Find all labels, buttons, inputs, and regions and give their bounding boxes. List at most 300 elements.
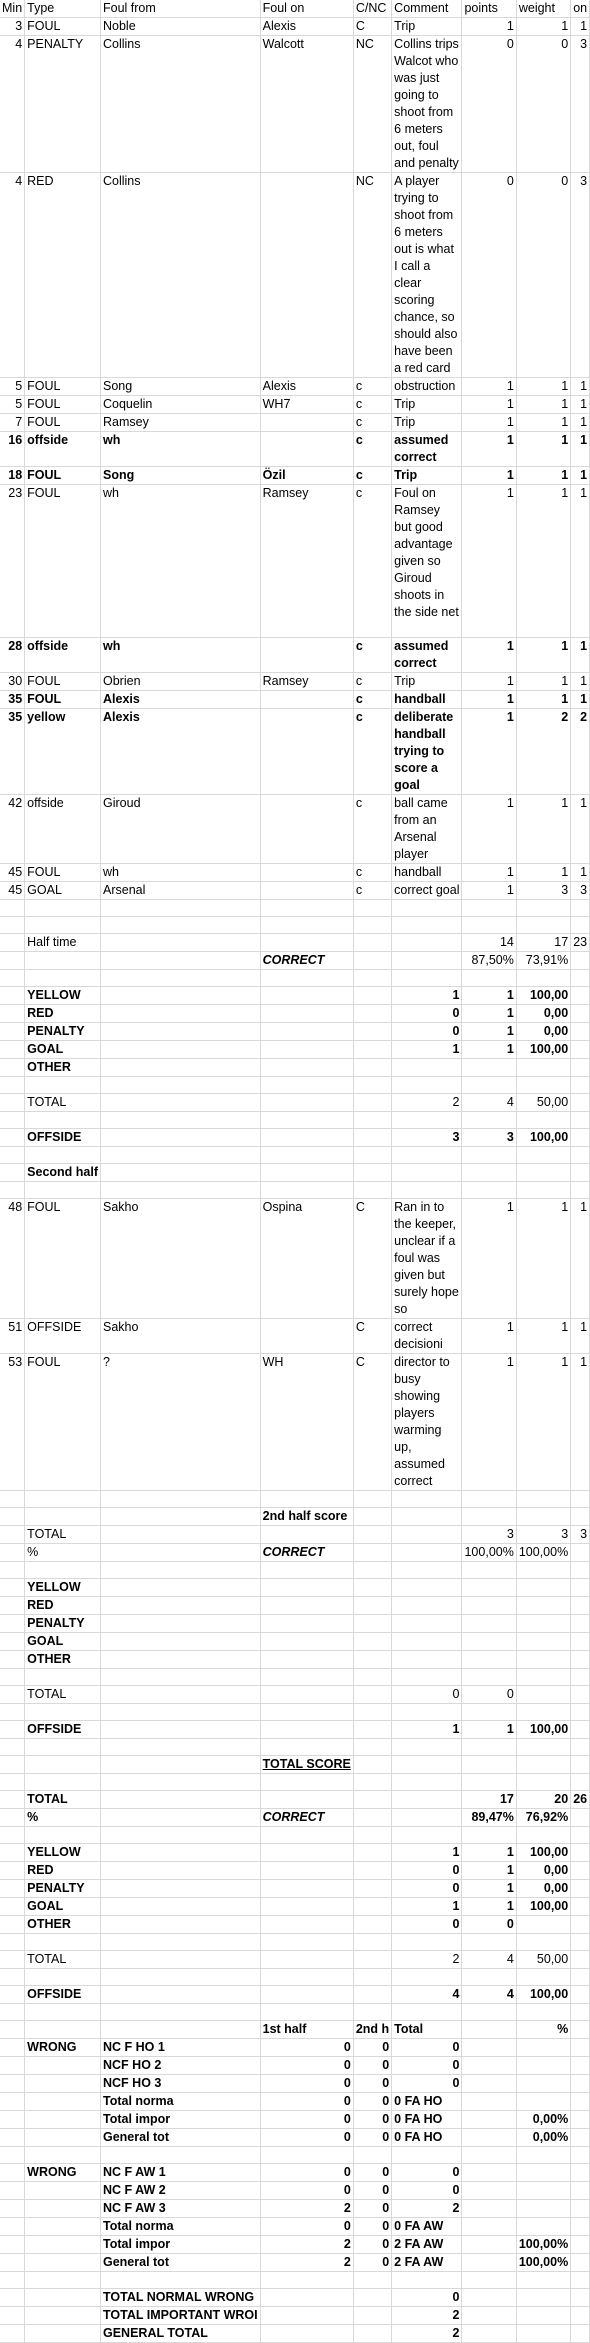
cell[interactable] (353, 1182, 391, 1199)
cell[interactable] (0, 1491, 25, 1508)
cell[interactable]: 1 (462, 1041, 516, 1059)
cell[interactable] (571, 1880, 590, 1898)
cell[interactable] (0, 2021, 25, 2039)
cell[interactable] (260, 1319, 353, 1354)
cell[interactable] (0, 1756, 25, 1774)
cell[interactable]: 1 (462, 638, 516, 673)
cell[interactable] (101, 1077, 261, 1094)
cell[interactable]: 1 (462, 1844, 516, 1862)
cell[interactable]: OTHER (25, 1916, 101, 1934)
cell[interactable]: 0 (392, 2289, 462, 2307)
cell[interactable] (25, 1739, 101, 1756)
cell[interactable]: offside (25, 638, 101, 673)
header-cell[interactable]: weight (516, 0, 570, 18)
cell[interactable]: FOUL (25, 1354, 101, 1491)
cell[interactable]: 3 (571, 1526, 590, 1544)
cell[interactable]: TOTAL (25, 1791, 101, 1809)
cell[interactable]: Sakho (101, 1319, 261, 1354)
cell[interactable]: 1 (516, 638, 570, 673)
cell[interactable] (571, 1041, 590, 1059)
cell[interactable]: 1 (462, 1319, 516, 1354)
cell[interactable] (0, 1791, 25, 1809)
cell[interactable] (392, 1508, 462, 1526)
cell[interactable] (0, 917, 25, 934)
cell[interactable]: TOTAL IMPORTANT WROI (101, 2307, 261, 2325)
cell[interactable]: 1 (462, 1880, 516, 1898)
cell[interactable] (260, 1739, 353, 1756)
cell[interactable] (353, 1969, 391, 1986)
cell[interactable]: 4 (462, 1094, 516, 1112)
cell[interactable] (462, 1508, 516, 1526)
cell[interactable] (571, 1669, 590, 1686)
cell[interactable]: handball (392, 691, 462, 709)
cell[interactable]: Trip (392, 18, 462, 36)
cell[interactable]: 1 (462, 673, 516, 691)
cell[interactable]: 2 (260, 2236, 353, 2254)
cell[interactable] (392, 1669, 462, 1686)
cell[interactable] (0, 1862, 25, 1880)
cell[interactable] (571, 1827, 590, 1844)
cell[interactable] (101, 1809, 261, 1827)
cell[interactable] (101, 934, 261, 952)
cell[interactable]: 0 (353, 2236, 391, 2254)
cell[interactable] (516, 1686, 570, 1704)
cell[interactable] (0, 1147, 25, 1164)
cell[interactable]: 4 (0, 173, 25, 378)
cell[interactable]: 1 (392, 1844, 462, 1862)
cell[interactable] (260, 1005, 353, 1023)
cell[interactable] (101, 1041, 261, 1059)
cell[interactable]: 0 (353, 2164, 391, 2182)
cell[interactable]: NCF HO 3 (101, 2075, 261, 2093)
cell[interactable]: 1 (571, 414, 590, 432)
cell[interactable] (571, 2057, 590, 2075)
cell[interactable] (101, 1739, 261, 1756)
cell[interactable] (260, 1023, 353, 1041)
cell[interactable] (101, 1951, 261, 1969)
cell[interactable] (392, 1544, 462, 1562)
cell[interactable]: TOTAL NORMAL WRONG (101, 2289, 261, 2307)
cell[interactable]: wh (101, 638, 261, 673)
cell[interactable]: Obrien (101, 673, 261, 691)
cell[interactable]: Özil (260, 467, 353, 485)
cell[interactable] (353, 952, 391, 970)
cell[interactable] (353, 1094, 391, 1112)
cell[interactable]: 1 (462, 378, 516, 396)
cell[interactable] (0, 970, 25, 987)
cell[interactable] (571, 2289, 590, 2307)
cell[interactable] (0, 2039, 25, 2057)
cell[interactable] (353, 1844, 391, 1862)
cell[interactable]: Ramsey (260, 673, 353, 691)
cell[interactable] (462, 2057, 516, 2075)
cell[interactable]: 23 (0, 485, 25, 638)
cell[interactable]: 0 (260, 2075, 353, 2093)
cell[interactable] (392, 1739, 462, 1756)
cell[interactable] (260, 173, 353, 378)
cell[interactable] (353, 1005, 391, 1023)
cell[interactable] (260, 1579, 353, 1597)
cell[interactable]: 100,00 (516, 987, 570, 1005)
cell[interactable] (101, 2272, 261, 2289)
cell[interactable]: FOUL (25, 1199, 101, 1319)
cell[interactable] (462, 970, 516, 987)
cell[interactable] (353, 1562, 391, 1579)
cell[interactable]: 2 (516, 709, 570, 795)
cell[interactable]: c (353, 485, 391, 638)
cell[interactable]: 35 (0, 709, 25, 795)
cell[interactable] (462, 1597, 516, 1615)
cell[interactable] (392, 917, 462, 934)
cell[interactable] (462, 2254, 516, 2272)
cell[interactable]: RED (25, 173, 101, 378)
cell[interactable] (516, 1934, 570, 1951)
cell[interactable]: FOUL (25, 18, 101, 36)
cell[interactable] (571, 1686, 590, 1704)
cell[interactable]: CORRECT (260, 1544, 353, 1562)
cell[interactable]: PENALTY (25, 1615, 101, 1633)
cell[interactable] (101, 1916, 261, 1934)
cell[interactable]: 42 (0, 795, 25, 864)
header-cell[interactable]: Type (25, 0, 101, 18)
cell[interactable] (260, 432, 353, 467)
cell[interactable] (462, 900, 516, 917)
cell[interactable]: 3 (462, 1129, 516, 1147)
cell[interactable] (101, 1562, 261, 1579)
cell[interactable] (571, 2236, 590, 2254)
cell[interactable]: 1 (462, 882, 516, 900)
cell[interactable] (462, 2236, 516, 2254)
cell[interactable]: Foul on Ramsey but good advantage given so Giroud shoots in the side net (392, 485, 462, 638)
cell[interactable] (25, 1508, 101, 1526)
cell[interactable]: Walcott (260, 36, 353, 173)
cell[interactable] (0, 1916, 25, 1934)
cell[interactable]: C (353, 1199, 391, 1319)
cell[interactable] (516, 1704, 570, 1721)
cell[interactable] (462, 1704, 516, 1721)
cell[interactable]: Song (101, 378, 261, 396)
cell[interactable] (462, 1633, 516, 1651)
cell[interactable]: 1 (462, 709, 516, 795)
cell[interactable] (101, 1147, 261, 1164)
cell[interactable]: Total impor (101, 2111, 261, 2129)
cell[interactable]: 1 (462, 1721, 516, 1739)
cell[interactable]: 100,00 (516, 1041, 570, 1059)
cell[interactable]: 1 (462, 864, 516, 882)
cell[interactable] (353, 2307, 391, 2325)
cell[interactable] (392, 1934, 462, 1951)
cell[interactable] (571, 1579, 590, 1597)
cell[interactable] (25, 1704, 101, 1721)
cell[interactable] (0, 2182, 25, 2200)
cell[interactable]: 2 (392, 1951, 462, 1969)
cell[interactable]: RED (25, 1597, 101, 1615)
cell[interactable] (25, 1669, 101, 1686)
cell[interactable] (260, 1704, 353, 1721)
cell[interactable] (353, 1686, 391, 1704)
cell[interactable]: WH7 (260, 396, 353, 414)
cell[interactable] (0, 1986, 25, 2004)
cell[interactable] (516, 2289, 570, 2307)
cell[interactable]: TOTAL (25, 1094, 101, 1112)
cell[interactable] (25, 1147, 101, 1164)
cell[interactable] (516, 1491, 570, 1508)
cell[interactable]: WRONG (25, 2039, 101, 2057)
cell[interactable]: NC F AW 3 (101, 2200, 261, 2218)
cell[interactable] (0, 1579, 25, 1597)
cell[interactable]: 5 (0, 378, 25, 396)
cell[interactable] (101, 2004, 261, 2021)
cell[interactable] (571, 1182, 590, 1199)
cell[interactable]: 1 (516, 18, 570, 36)
cell[interactable]: 4 (0, 36, 25, 173)
cell[interactable]: PENALTY (25, 1880, 101, 1898)
cell[interactable] (101, 1129, 261, 1147)
cell[interactable] (353, 900, 391, 917)
cell[interactable]: 1 (392, 1898, 462, 1916)
cell[interactable] (392, 1791, 462, 1809)
cell[interactable] (516, 1651, 570, 1669)
cell[interactable] (392, 900, 462, 917)
cell[interactable] (516, 2147, 570, 2164)
cell[interactable] (462, 1774, 516, 1791)
cell[interactable]: 0 (353, 2218, 391, 2236)
cell[interactable] (353, 1669, 391, 1686)
cell[interactable]: GOAL (25, 1898, 101, 1916)
cell[interactable] (516, 2325, 570, 2343)
cell[interactable] (571, 1809, 590, 1827)
cell[interactable] (101, 970, 261, 987)
cell[interactable] (0, 1615, 25, 1633)
cell[interactable]: 73,91% (516, 952, 570, 970)
cell[interactable]: 100,00% (516, 1544, 570, 1562)
cell[interactable]: 35 (0, 691, 25, 709)
cell[interactable]: 1 (462, 1005, 516, 1023)
cell[interactable]: OTHER (25, 1059, 101, 1077)
cell[interactable]: 1 (571, 396, 590, 414)
cell[interactable] (0, 1129, 25, 1147)
cell[interactable] (571, 900, 590, 917)
cell[interactable]: 1 (571, 691, 590, 709)
cell[interactable]: YELLOW (25, 1579, 101, 1597)
cell[interactable]: FOUL (25, 864, 101, 882)
cell[interactable]: 16 (0, 432, 25, 467)
cell[interactable] (571, 1633, 590, 1651)
cell[interactable] (392, 1633, 462, 1651)
cell[interactable] (516, 1597, 570, 1615)
cell[interactable] (0, 1669, 25, 1686)
cell[interactable]: 2 (260, 2254, 353, 2272)
cell[interactable] (25, 1182, 101, 1199)
cell[interactable] (101, 987, 261, 1005)
cell[interactable]: 2 (392, 1094, 462, 1112)
cell[interactable]: Collins (101, 36, 261, 173)
cell[interactable] (462, 2218, 516, 2236)
cell[interactable] (260, 1774, 353, 1791)
cell[interactable] (25, 1774, 101, 1791)
cell[interactable] (353, 1739, 391, 1756)
cell[interactable] (0, 1005, 25, 1023)
cell[interactable]: 0 (260, 2164, 353, 2182)
cell[interactable] (516, 1916, 570, 1934)
cell[interactable] (101, 1491, 261, 1508)
cell[interactable] (571, 1508, 590, 1526)
cell[interactable] (516, 1182, 570, 1199)
cell[interactable]: 26 (571, 1791, 590, 1809)
cell[interactable]: 1 (392, 987, 462, 1005)
cell[interactable] (260, 882, 353, 900)
cell[interactable] (25, 2057, 101, 2075)
cell[interactable] (353, 917, 391, 934)
cell[interactable] (571, 1756, 590, 1774)
cell[interactable] (516, 1164, 570, 1182)
cell[interactable] (392, 934, 462, 952)
cell[interactable] (353, 934, 391, 952)
cell[interactable]: Second half (25, 1164, 101, 1182)
cell[interactable] (571, 1491, 590, 1508)
cell[interactable] (260, 1182, 353, 1199)
cell[interactable] (353, 1112, 391, 1129)
cell[interactable] (25, 2254, 101, 2272)
cell[interactable] (571, 2004, 590, 2021)
cell[interactable] (571, 1059, 590, 1077)
cell[interactable] (260, 917, 353, 934)
cell[interactable]: 0 (260, 2057, 353, 2075)
cell[interactable] (25, 1077, 101, 1094)
cell[interactable]: 0 FA HO (392, 2111, 462, 2129)
cell[interactable]: Song (101, 467, 261, 485)
cell[interactable]: FOUL (25, 673, 101, 691)
header-cell[interactable]: Foul from (101, 0, 261, 18)
cell[interactable] (353, 2325, 391, 2343)
cell[interactable] (260, 1491, 353, 1508)
cell[interactable]: 0 (392, 2075, 462, 2093)
cell[interactable] (462, 1147, 516, 1164)
cell[interactable] (571, 1129, 590, 1147)
cell[interactable] (353, 1704, 391, 1721)
cell[interactable] (260, 2147, 353, 2164)
cell[interactable] (260, 1721, 353, 1739)
cell[interactable]: wh (101, 864, 261, 882)
cell[interactable]: 1 (571, 1354, 590, 1491)
cell[interactable] (0, 1077, 25, 1094)
cell[interactable] (0, 900, 25, 917)
cell[interactable]: deliberate handball trying to score a goal (392, 709, 462, 795)
cell[interactable] (0, 2075, 25, 2093)
cell[interactable]: 5 (0, 396, 25, 414)
cell[interactable] (101, 1544, 261, 1562)
cell[interactable]: Sakho (101, 1199, 261, 1319)
cell[interactable] (571, 2200, 590, 2218)
cell[interactable] (25, 2218, 101, 2236)
cell[interactable]: Half time (25, 934, 101, 952)
cell[interactable]: 45 (0, 864, 25, 882)
cell[interactable]: 51 (0, 1319, 25, 1354)
cell[interactable] (516, 900, 570, 917)
cell[interactable] (462, 2004, 516, 2021)
cell[interactable]: 2 (260, 2200, 353, 2218)
cell[interactable] (353, 1862, 391, 1880)
cell[interactable]: 0 (353, 2039, 391, 2057)
cell[interactable]: 0 (462, 1916, 516, 1934)
header-cell[interactable]: C/NC (353, 0, 391, 18)
cell[interactable]: c (353, 414, 391, 432)
cell[interactable]: 0 (353, 2254, 391, 2272)
cell[interactable]: 1 (462, 396, 516, 414)
cell[interactable] (462, 2182, 516, 2200)
cell[interactable] (571, 1562, 590, 1579)
cell[interactable]: 1 (462, 485, 516, 638)
cell[interactable] (462, 2147, 516, 2164)
cell[interactable]: Total norma (101, 2218, 261, 2236)
cell[interactable]: 3 (516, 882, 570, 900)
cell[interactable] (25, 1112, 101, 1129)
cell[interactable]: c (353, 673, 391, 691)
cell[interactable]: 0 (392, 1023, 462, 1041)
cell[interactable] (25, 900, 101, 917)
header-cell[interactable]: on (571, 0, 590, 18)
cell[interactable] (0, 2325, 25, 2343)
cell[interactable] (353, 1880, 391, 1898)
cell[interactable]: YELLOW (25, 987, 101, 1005)
cell[interactable] (462, 2129, 516, 2147)
cell[interactable] (392, 1827, 462, 1844)
cell[interactable]: FOUL (25, 485, 101, 638)
cell[interactable] (25, 1491, 101, 1508)
cell[interactable]: 1 (571, 1199, 590, 1319)
cell[interactable] (462, 1827, 516, 1844)
cell[interactable]: 100,00 (516, 1986, 570, 2004)
cell[interactable]: 1 (516, 673, 570, 691)
cell[interactable] (571, 2164, 590, 2182)
cell[interactable] (0, 2057, 25, 2075)
cell[interactable]: 1 (462, 1199, 516, 1319)
cell[interactable]: offside (25, 432, 101, 467)
cell[interactable] (571, 917, 590, 934)
cell[interactable]: 0 (392, 1916, 462, 1934)
cell[interactable] (260, 970, 353, 987)
cell[interactable] (101, 1615, 261, 1633)
cell[interactable]: 100,00 (516, 1721, 570, 1739)
cell[interactable]: TOTAL SCORE (260, 1756, 353, 1774)
cell[interactable] (516, 2307, 570, 2325)
cell[interactable] (260, 1615, 353, 1633)
cell[interactable]: TOTAL (25, 1686, 101, 1704)
cell[interactable] (101, 1774, 261, 1791)
cell[interactable]: 0 (353, 2200, 391, 2218)
cell[interactable] (516, 1633, 570, 1651)
cell[interactable] (571, 2307, 590, 2325)
cell[interactable] (462, 2200, 516, 2218)
cell[interactable] (101, 1686, 261, 1704)
cell[interactable] (0, 1182, 25, 1199)
cell[interactable]: 28 (0, 638, 25, 673)
cell[interactable] (392, 2272, 462, 2289)
cell[interactable] (260, 1986, 353, 2004)
cell[interactable]: 18 (0, 467, 25, 485)
cell[interactable] (353, 970, 391, 987)
cell[interactable] (392, 1774, 462, 1791)
cell[interactable]: 0,00 (516, 1880, 570, 1898)
cell[interactable] (25, 2182, 101, 2200)
cell[interactable] (571, 2272, 590, 2289)
cell[interactable] (25, 2307, 101, 2325)
cell[interactable]: 45 (0, 882, 25, 900)
cell[interactable]: c (353, 691, 391, 709)
cell[interactable] (571, 952, 590, 970)
cell[interactable]: 53 (0, 1354, 25, 1491)
cell[interactable] (571, 2218, 590, 2236)
